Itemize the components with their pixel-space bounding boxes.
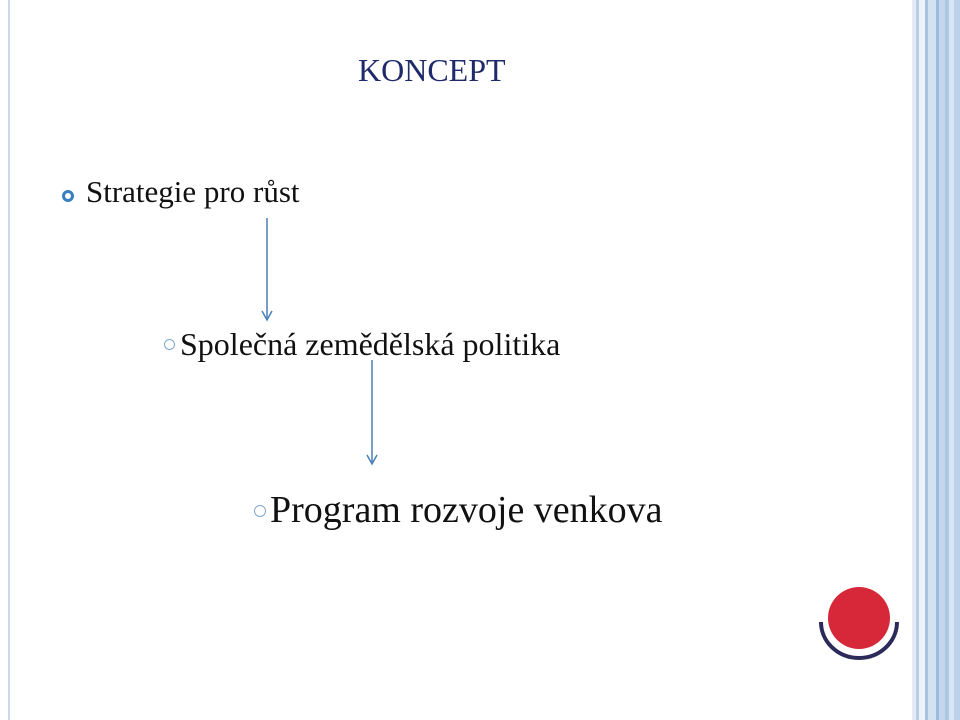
red-circle-logo-icon bbox=[818, 584, 900, 660]
circle-bullet-icon bbox=[62, 190, 74, 202]
slide-title: KONCEPT bbox=[358, 52, 506, 88]
left-border-line bbox=[8, 0, 10, 720]
right-decorative-border bbox=[912, 0, 960, 720]
item-program-rozvoje: Program rozvoje venkova bbox=[270, 489, 663, 531]
item-spolecna-politika: Společná zemědělská politika bbox=[180, 326, 561, 362]
circle-bullet-icon bbox=[254, 505, 266, 517]
circle-bullet-icon bbox=[164, 339, 175, 350]
down-arrow-icon bbox=[367, 360, 377, 464]
item-strategie: Strategie pro růst bbox=[86, 174, 300, 209]
down-arrow-icon bbox=[262, 218, 272, 320]
